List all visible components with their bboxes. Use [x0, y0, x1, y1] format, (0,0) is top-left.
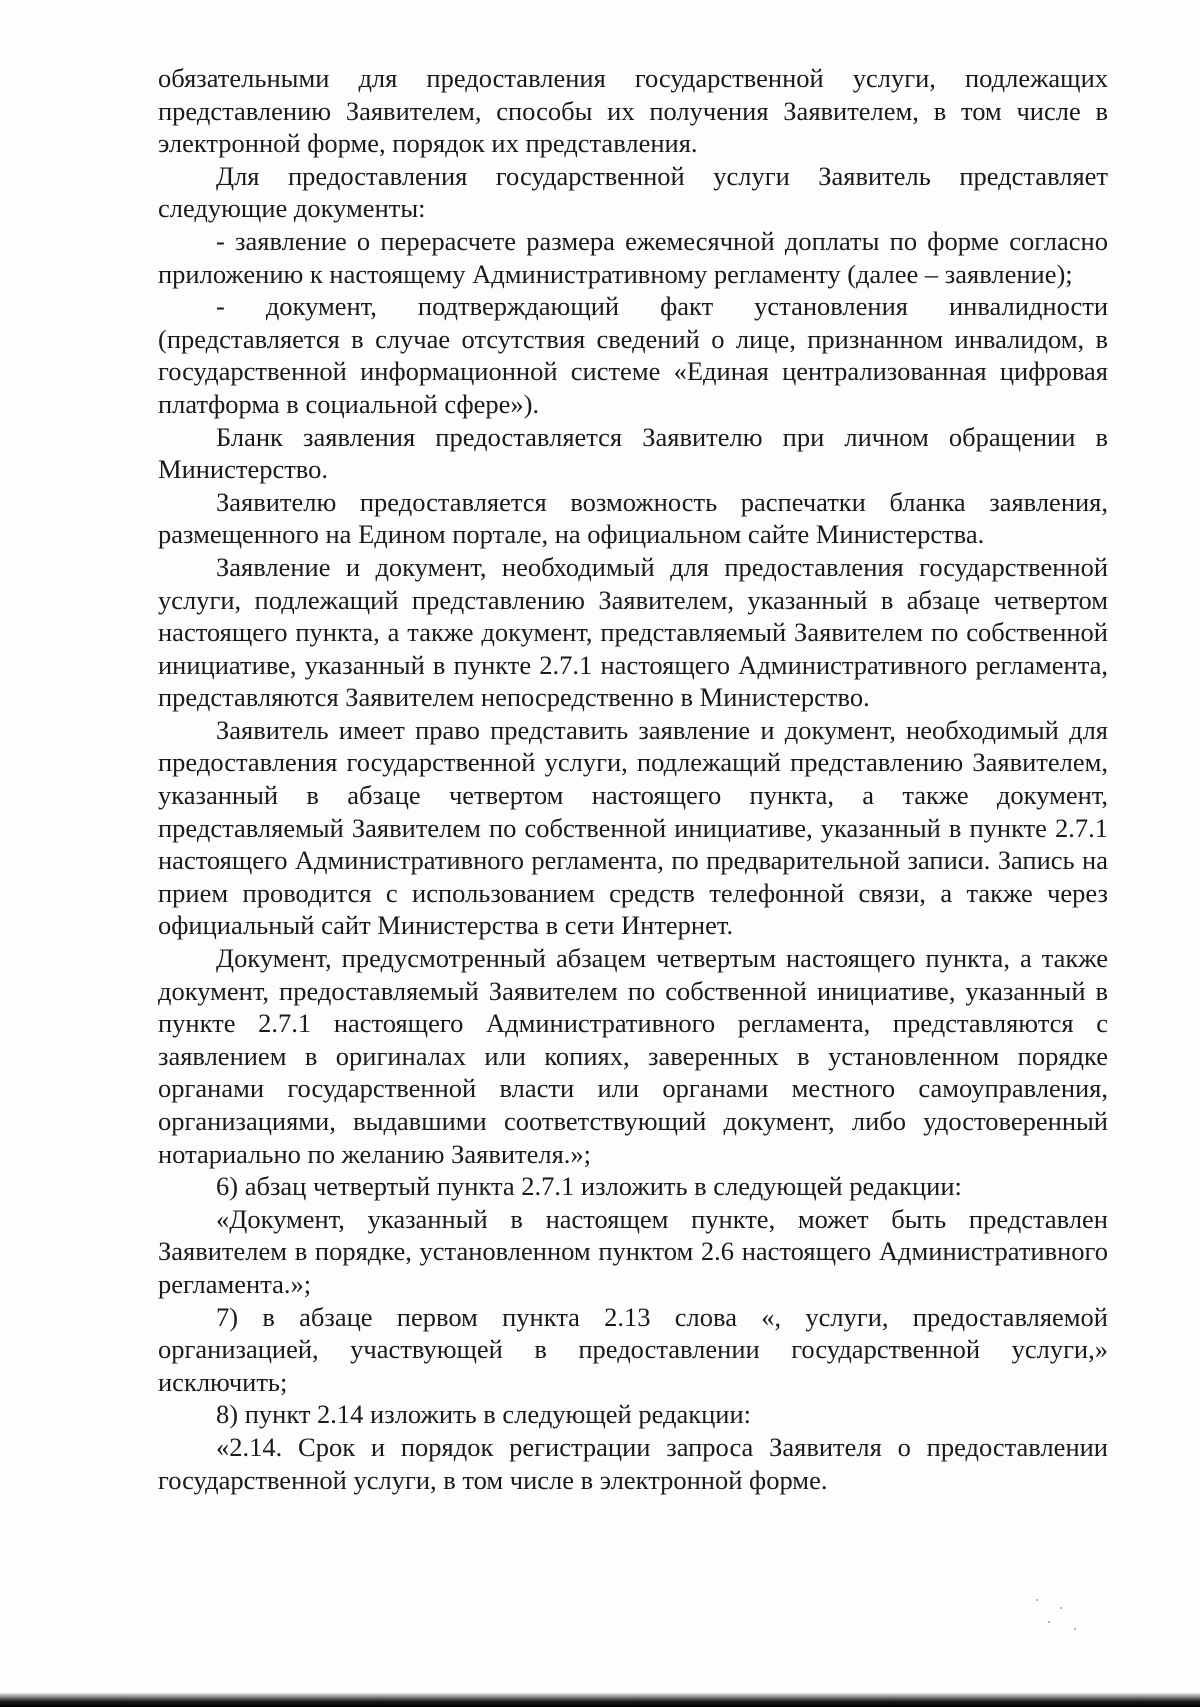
paragraph: Заявление и документ, необходимый для предоставления государственной услуги, подлежащий представлению Заявителем, указанный в абзаце четвертом настоящего пункта, а также документ, представляемый Заявителем по собственной инициативе, указанный в пункте 2.7.1 настоящего Административного регламента, представляются Заявителем непосредственно в Министерство. — [158, 551, 1108, 713]
paragraph: Бланк заявления предоставляется Заявителю при личном обращении в Министерство. — [158, 421, 1108, 485]
paragraph: Заявитель имеет право представить заявление и документ, необходимый для предоставления государственной услуги, подлежащий представлению Заявителем, указанный в абзаце четвертом настоящего пункта, а также документ, представляемый Заявителем по собственной инициативе, указанный в пункте 2.7.1 настоящего Административного регламента, по предварительной записи. Запись на прием проводится с использованием средств телефонной связи, а также через официальный сайт Министерства в сети Интернет. — [158, 714, 1108, 941]
paragraph: «2.14. Срок и порядок регистрации запроса Заявителя о предоставлении государственной услуги, в том числе в электронной форме. — [158, 1431, 1108, 1495]
paragraph: 7) в абзаце первом пункта 2.13 слова «, услуги, предоставляемой организацией, участвующей в предоставлении государственной услуги,» исключить; — [158, 1301, 1108, 1397]
paragraph: Для предоставления государственной услуги Заявитель представляет следующие документы: — [158, 160, 1108, 224]
paragraph: Документ, предусмотренный абзацем четвертым настоящего пункта, а также документ, предоставляемый Заявителем по собственной инициативе, указанный в пункте 2.7.1 настоящего Административного регламента, представляются с заявлением в оригиналах или копиях, заверенных в установленном порядке органами государственной власти или органами местного самоуправления, организациями, выдавшими соответствующий документ, либо удостоверенный нотариально по желанию Заявителя.»; — [158, 943, 1108, 1169]
scan-noise — [1030, 1595, 1090, 1635]
paragraph: 8) пункт 2.14 изложить в следующей редакции: — [216, 1399, 752, 1430]
scan-bottom-edge — [0, 1693, 1200, 1707]
paragraph: «Документ, указанный в настоящем пункте, может быть представлен Заявителем в порядке, установленном пунктом 2.6 настоящего Административного регламента.»; — [158, 1203, 1108, 1299]
document-body — [158, 62, 1108, 1496]
paragraph: - документ, подтверждающий факт установления инвалидности (представляется в случае отсутствия сведений о лице, признанном инвалидом, в государственной информационной системе «Единая централизованная цифровая платформа в социальной сфере»). — [158, 291, 1108, 419]
paragraph: Заявителю предоставляется возможность распечатки бланка заявления, размещенного на Едином портале, на официальном сайте Министерства. — [158, 486, 1108, 550]
paragraph: обязательными для предоставления государственной услуги, подлежащих представлению Заявителем, способы их получения Заявителем, в том числе в электронной форме, порядок их представления. — [158, 63, 1108, 159]
paragraph: 6) абзац четвертый пункта 2.7.1 изложить в следующей редакции: — [216, 1171, 962, 1202]
paragraph: - заявление о перерасчете размера ежемесячной доплаты по форме согласно приложению к настоящему Административному регламенту (далее – заявление); — [158, 225, 1108, 289]
